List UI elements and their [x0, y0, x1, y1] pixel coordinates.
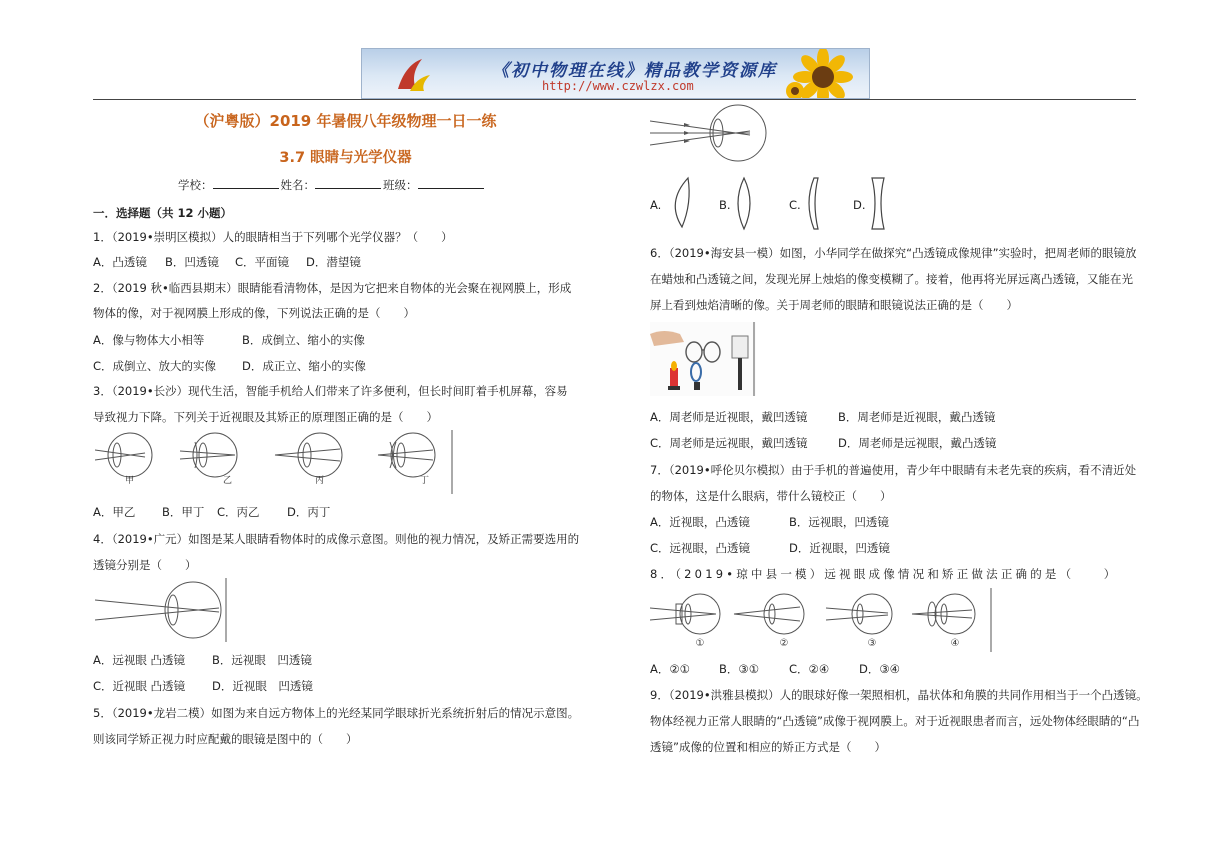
q7-option-a: A．近视眼，凸透镜 [650, 515, 750, 529]
page-subtitle: 3.7 眼睛与光学仪器 [279, 150, 412, 166]
school-blank [213, 178, 279, 189]
class-label: 班级： [383, 178, 418, 192]
q8-label-2: ② [779, 638, 789, 649]
q7-line-2: 的物体，这是什么眼病，带什么镜校正（ ） [650, 489, 892, 503]
site-logo-icon [392, 55, 432, 93]
q4-option-a: A．远视眼 凸透镜 [93, 653, 186, 667]
q9-line-3: 透镜”成像的位置和相应的矫正方式是（ ） [650, 740, 886, 754]
q3-label-bing: 丙 [315, 476, 325, 486]
q6-line-3: 屏上看到烛焰清晰的像。关于周老师的眼睛和眼镜说法正确的是（ ） [650, 298, 1018, 312]
q8-eye-figures [650, 588, 995, 654]
q8-label-1: ① [695, 638, 705, 649]
q3-option-a: A．甲乙 [93, 505, 136, 519]
q5-line-1: 5．（2019•龙岩二模）如图为来自远方物体上的光经某同学眼球折光系统折射后的情况示意图。 [93, 706, 580, 720]
page-title: （沪粤版）2019 年暑假八年级物理一日一练 [194, 112, 497, 130]
q5-option-b: B. [719, 198, 731, 212]
q3-label-yi: 乙 [223, 476, 233, 486]
q9-line-1: 9．（2019•洪雅县模拟）人的眼球好像一架照相机，晶状体和角膜的共同作用相当于一个凸透镜。 [650, 688, 1148, 702]
q2-option-d: D．成正立、缩小的实像 [242, 359, 366, 373]
q4-option-c: C．近视眼 凸透镜 [93, 679, 186, 693]
q2-option-c: C．成倒立、放大的实像 [93, 359, 217, 373]
q4-eye-figure [95, 578, 235, 644]
q5-option-d: D. [853, 198, 866, 212]
banner-title: 《初中物理在线》精品教学资源库 [492, 61, 777, 81]
q1-option-b: B．凹透镜 [165, 255, 219, 269]
q4-option-b: B．远视眼 凹透镜 [212, 653, 312, 667]
q1-option-c: C．平面镜 [235, 255, 290, 269]
name-label: 姓名： [280, 178, 315, 192]
q5-option-c: C. [789, 198, 801, 212]
q2-option-b: B．成倒立、缩小的实像 [242, 333, 365, 347]
q4-line-2: 透镜分别是（ ） [93, 558, 197, 572]
q2-line-1: 2．（2019 秋•临西县期末）眼睛能看清物体，是因为它把来自物体的光会聚在视网膜上，形成 [93, 281, 572, 295]
q8-option-a: A．②① [650, 662, 690, 676]
q6-experiment-photo [650, 322, 756, 396]
q6-line-1: 6．（2019•海安县一模）如图，小华同学在做探究“凸透镜成像规律”实验时，把周老师的眼镜放 [650, 246, 1137, 260]
q5-line-2: 则该同学矫正视力时应配戴的眼镜是图中的（ ） [93, 732, 358, 746]
q6-option-a: A．周老师是近视眼，戴凹透镜 [650, 410, 808, 424]
q7-option-d: D．近视眼，凹透镜 [789, 541, 890, 555]
q7-option-b: B．远视眼，凹透镜 [789, 515, 889, 529]
q5-option-a: A. [650, 198, 662, 212]
q5-eye-figure [650, 103, 772, 165]
q6-line-2: 在蜡烛和凸透镜之间，发现光屏上烛焰的像变模糊了。接着，他再将光屏远离凸透镜，又能在光 [650, 272, 1133, 286]
q8-option-c: C．②④ [789, 662, 830, 676]
q5-lens-options [662, 175, 892, 235]
q3-option-c: C．丙乙 [217, 505, 260, 519]
q8-option-b: B．③① [719, 662, 760, 676]
q9-line-2: 物体经视力正常人眼睛的“凸透镜”成像于视网膜上。对于近视眼患者而言，远处物体经眼睛的“凸 [650, 714, 1140, 728]
q6-option-b: B．周老师是近视眼，戴凸透镜 [838, 410, 996, 424]
q3-line-1: 3．（2019•长沙）现代生活，智能手机给人们带来了许多便利，但长时间盯着手机屏幕，容易 [93, 384, 568, 398]
section-heading: 一．选择题（共 12 小题） [93, 206, 233, 220]
q8-stem: 8．（2019•琼中县一模）远视眼成像情况和矫正做法正确的是（ ） [650, 567, 1119, 581]
q1-stem: 1．（2019•崇明区模拟）人的眼睛相当于下列哪个光学仪器？（ ） [93, 230, 453, 244]
q3-option-b: B．甲丁 [162, 505, 205, 519]
class-blank [418, 178, 484, 189]
q6-option-d: D．周老师是远视眼，戴凸透镜 [838, 436, 997, 450]
q2-option-a: A．像与物体大小相等 [93, 333, 205, 347]
q3-eye-figures [95, 430, 455, 496]
q8-option-d: D．③④ [859, 662, 900, 676]
q1-option-a: A．凸透镜 [93, 255, 147, 269]
q1-option-d: D．潜望镜 [306, 255, 361, 269]
q7-option-c: C．远视眼，凸透镜 [650, 541, 751, 555]
name-blank [315, 178, 381, 189]
school-label: 学校： [178, 178, 213, 192]
q7-line-1: 7．（2019•呼伦贝尔模拟）由于手机的普遍使用，青少年中眼睛有未老先衰的疾病，看不清近处 [650, 463, 1137, 477]
q4-option-d: D．近视眼 凹透镜 [212, 679, 313, 693]
q8-label-4: ④ [950, 638, 960, 649]
header-banner [361, 48, 870, 99]
student-info-line [178, 177, 486, 193]
q2-line-2: 物体的像，对于视网膜上形成的像，下列说法正确的是（ ） [93, 306, 415, 320]
q8-label-3: ③ [867, 638, 877, 649]
q3-label-jia: 甲 [125, 476, 135, 486]
q3-label-ding: 丁 [420, 476, 430, 486]
header-rule [93, 99, 1136, 100]
q3-line-2: 导致视力下降。下列关于近视眼及其矫正的原理图正确的是（ ） [93, 410, 438, 424]
q6-option-c: C．周老师是远视眼，戴凹透镜 [650, 436, 808, 450]
q3-option-d: D．丙丁 [287, 505, 331, 519]
sunflower-icon [783, 48, 863, 99]
q4-line-1: 4．（2019•广元）如图是某人眼睛看物体时的成像示意图。则他的视力情况，及矫正需要选用的 [93, 532, 580, 546]
banner-url: http://www.czwlzx.com [542, 79, 694, 93]
